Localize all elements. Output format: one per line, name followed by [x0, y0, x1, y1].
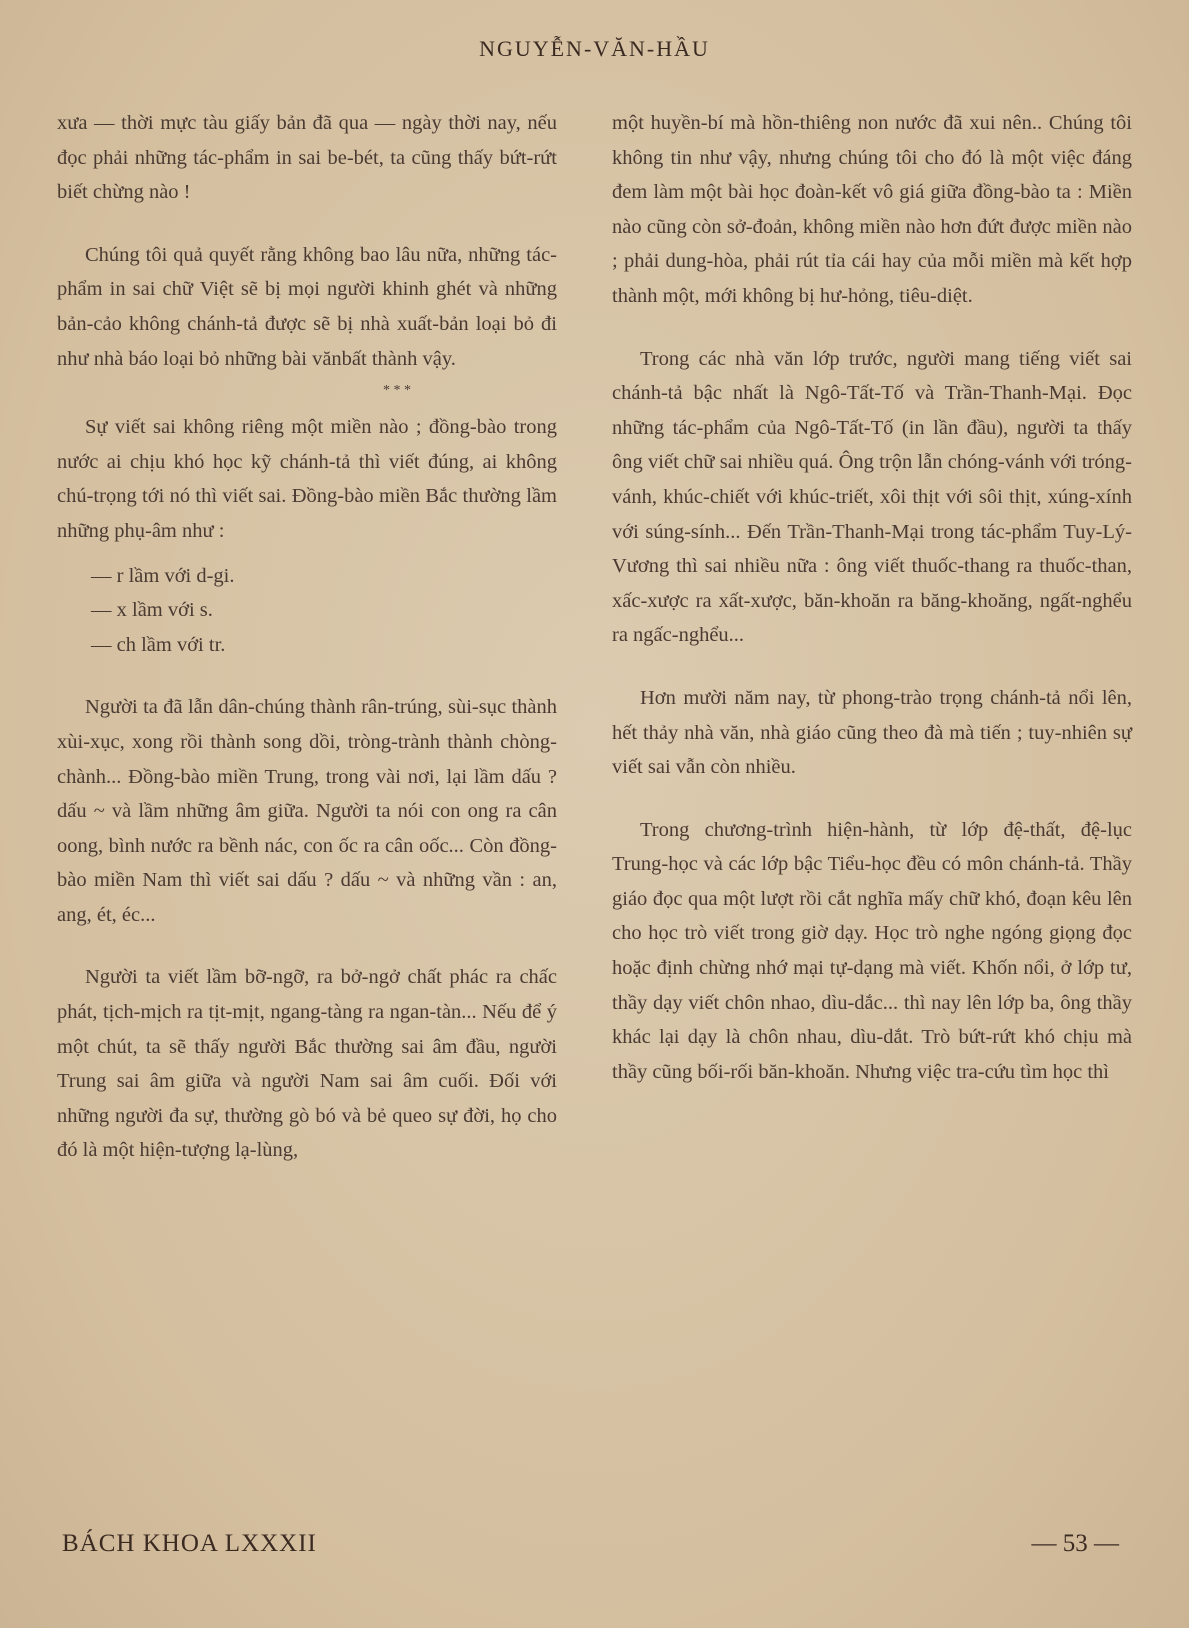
paragraph: Sự viết sai không riêng một miền nào ; đồng-bào trong nước ai chịu khó học kỹ chánh-tả thì viết đúng, ai không chú-trọng tới nó thì viết sai. Đồng-bào miền Bắc thường lầm những phụ-âm như : — [57, 416, 557, 542]
list-item: — x lầm với s. — [91, 599, 213, 622]
page-header-author: NGUYỄN-VĂN-HẦU — [479, 36, 710, 61]
paragraph: xưa — thời mực tàu giấy bản đã qua — ngày thời nay, nếu đọc phải những tác-phẩm in sai be-bét, ta cũng thấy bứt-rứt biết chừng nào ! — [57, 112, 557, 204]
paragraph: Chúng tôi quả quyết rằng không bao lâu nữa, những tác-phẩm in sai chữ Việt sẽ bị mọi người khinh ghét và những bản-cảo không chánh-tả được sẽ bị nhà xuất-bản loại bỏ đi như nhà báo loại bỏ những bài vănbất thành vậy. — [57, 243, 557, 370]
paragraph: Người ta đã lẫn dân-chúng thành rân-trúng, sùi-sục thành xùi-xục, xong rồi thành song dồi, tròng-trành thành chòng-chành... Đồng-bào miền Trung, trong vài nơi, lại lầm dấu ? dấu ~ và lầm những âm giữa. Người ta nói con ong ra cân oong, bình nước ra bềnh nác, con ốc ra cân oốc... Còn đồng-bào miền Nam thì viết sai dấu ? dấu ~ và những vần : an, ang, ét, éc... — [57, 696, 557, 926]
left-column — [57, 106, 557, 1168]
right-column — [612, 106, 1132, 1089]
section-separator: * * * — [383, 383, 411, 399]
page-number: — 53 — — [1031, 1530, 1119, 1557]
list-item: — r lầm với d-gi. — [91, 564, 235, 587]
paragraph: Trong các nhà văn lớp trước, người mang tiếng viết sai chánh-tả bậc nhất là Ngô-Tất-Tố và Trần-Thanh-Mại. Đọc những tác-phẩm của Ngô-Tất-Tố (in lần đầu), người ta thấy ông viết chữ sai nhiều quá. Ông trộn lẫn chóng-vánh với tróng-vánh, khúc-chiết với khúc-triết, xôi thịt với sôi thịt, xúng-xính với súng-sính... Đến Trần-Thanh-Mại trong tác-phẩm Tuy-Lý-Vương thì sai nhiều nữa : ông viết thuốc-thang ra thuốc-than, xấc-xược ra xất-xược, băn-khoăn ra băng-khoăng, ngất-nghểu ra ngấc-nghểu... — [612, 347, 1132, 647]
paragraph: Hơn mười năm nay, từ phong-trào trọng chánh-tả nổi lên, hết thảy nhà văn, nhà giáo cũng theo đà mà tiến ; tuy-nhiên sự viết sai vẫn còn nhiều. — [612, 686, 1132, 779]
paragraph: Trong chương-trình hiện-hành, từ lớp đệ-thất, đệ-lục Trung-học và các lớp bậc Tiểu-học đều có môn chánh-tả. Thầy giáo đọc qua một lượt rồi cắt nghĩa mấy chữ khó, đoạn kêu lên cho học trò viết trong giờ dạy. Học trò nghe ngóng giọng đọc hoặc định chừng nhớ mại tự-dạng mà viết. Khốn nổi, ở lớp tư, thầy dạy viết chôn nhao, dìu-dắc... thì nay lên lớp ba, ông thầy khác lại dạy là chôn nhau, dìu-dắt. Trò bứt-rứt khó chịu mà thầy cũng bối-rối băn-khoăn. Nhưng việc tra-cứu tìm học thì — [612, 818, 1132, 1083]
paragraph: Người ta viết lầm bỡ-ngỡ, ra bở-ngở chất phác ra chấc phát, tịch-mịch ra tịt-mịt, ngang-tàng ra ngan-tàn... Nếu để ý một chút, ta sẽ thấy người Bắc thường sai âm đầu, người Trung sai âm giữa và người Nam sai âm cuối. Đối với những người đa sự, thường gò bó và bẻ queo sự đời, họ cho đó là một hiện-tượng lạ-lùng, — [57, 966, 557, 1162]
magazine-issue-footer: BÁCH KHOA LXXXII — [62, 1530, 317, 1557]
paragraph: một huyền-bí mà hồn-thiêng non nước đã xui nên.. Chúng tôi không tin như vậy, nhưng chúng tôi cho đó là một việc đáng đem làm một bài học đoàn-kết vô giá giữa đồng-bào ta : Miền nào cũng còn sở-đoản, không miền nào hơn đứt được miền nào ; phải dung-hòa, phải rút tỉa cái hay của mỗi miền mà kết hợp thành một, mới không bị hư-hỏng, tiêu-diệt. — [612, 112, 1132, 307]
list-item: — ch lầm với tr. — [91, 633, 226, 656]
